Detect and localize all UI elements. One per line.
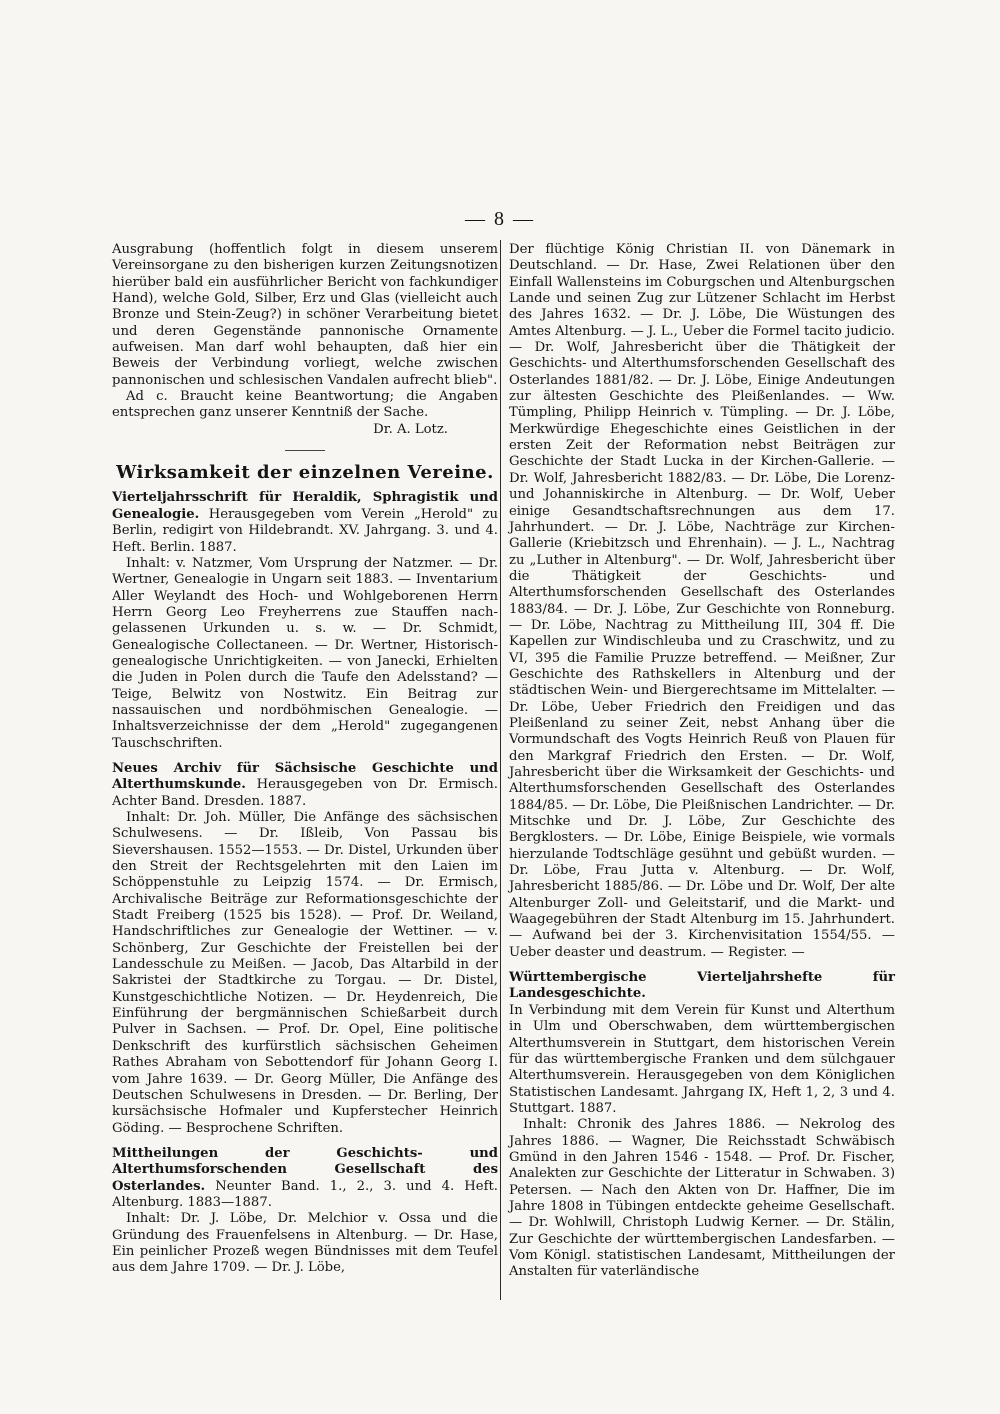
section-rule (285, 450, 325, 451)
entry-osterland (112, 1146, 498, 1277)
right-column (509, 242, 895, 1281)
entry-osterland-text (112, 1146, 498, 1211)
entry-herold-body: Herausgegeben vom Verein „Herold" zu Berlin, redigirt von Hildebrandt. XV. Jahrgang. 3. und 4. Heft. Berlin. 1887. (112, 506, 498, 555)
entry-wuerttemberg-contents: Inhalt: Chronik des Jahres 1886. — Nekrolog des Jahres 1886. — Wagner, Die Reichsstadt Schwäbisch Gmünd in den Jahren 1546 - 1548. — Prof. Dr. Fischer, Analekten zur Geschichte der Litteratur in Schwaben. 3) Petersen. — Nach den Akten von Dr. Haffner, Die im Jahre 1808 in Tübingen entdeckte geheime Gesellschaft. — Dr. Wohlwill, Christoph Ludwig Kerner. — Dr. Stälin, Zur Geschichte der württembergischen Landesfarben. — Vom Königl. statistischen Landesamt, Mittheilungen der Anstalten für vaterländische (509, 1117, 895, 1280)
adc-paragraph: Ad c. Braucht keine Beantwortung; die Angaben entsprechen ganz unserer Kenntniß der Sache. (112, 389, 498, 421)
entry-saechsisch-title: Neues Archiv für Sächsische Geschichte und Alterthumskunde. (112, 760, 498, 793)
entry-saechsisch-contents: Inhalt: Dr. Joh. Müller, Die Anfänge des sächsischen Schulwesens. — Dr. Ißleib, Von Passau bis Sievershausen. 1552—1553. — Dr. Distel, Urkunden über den Streit der Rechtsgelehrten mit den Laien im Schöppenstuhle zu Leipzig 1574. — Dr. Ermisch, Archivalische Beiträge zur Reformationsgeschichte der Stadt Freiberg (1525 bis 1528). — Prof. Dr. Weiland, Handschriftliches zur Genealogie der Wettiner. — v. Schönberg, Zur Geschichte der Freistellen bei der Landesschule zu Meißen. — Jacob, Das Altarbild in der Sakristei der Stadtkirche zu Torgau. — Dr. Distel, Kunstgeschichtliche Notizen. — Dr. Heydenreich, Die Einführung der bergmännischen Schießarbeit durch Pulver in Sachsen. — Prof. Dr. Opel, Eine politische Denkschrift des kurfürstlich sächsischen Geheimen Rathes Abraham von Sebottendorf für Johann Georg I. vom Jahre 1639. — Dr. Georg Müller, Die Anfänge des Deutschen Schulwesens in Dresden. — Dr. Berling, Der kursächsische Hofmaler und Kupferstecher Heinrich Göding. — Besprochene Schriften. (112, 810, 498, 1136)
entry-wuerttemberg (509, 970, 895, 1281)
signature: Dr. A. Lotz. (373, 421, 448, 437)
left-column (112, 242, 498, 1277)
entry-wuerttemberg-title: Württembergische Vierteljahrshefte für Landesgeschichte. (509, 970, 895, 1002)
entry-herold-text (112, 490, 498, 555)
entry-osterland-contents: Inhalt: Dr. J. Löbe, Dr. Melchior v. Ossa und die Gründung des Frauenfelsens in Altenburg. — Dr. Hase, Ein peinlicher Prozeß wegen Bündnisses mit dem Teufel aus dem Jahre 1709. — Dr. J. Löbe, (112, 1211, 498, 1276)
entry-wuerttemberg-body: In Verbindung mit dem Verein für Kunst und Alterthum in Ulm und Oberschwaben, dem württembergischen Alterthumsverein in Stuttgart, dem historischen Verein für das württembergische Franken und dem sülchgauer Alterthumsverein. Herausgegeben von dem Königlichen Statistischen Landesamt. Jahrgang IX, Heft 1, 2, 3 und 4. Stuttgart. 1887. (509, 1002, 895, 1116)
osterland-contents-continued: Der flüchtige König Christian II. von Dänemark in Deutschland. — Dr. Hase, Zwei Relationen über den Einfall Wallensteins im Coburgschen und Altenburgschen Lande und seinen Zug zur Lützener Schlacht im Herbst des Jahres 1632. — Dr. J. Löbe, Die Wüstungen des Amtes Altenburg. — J. L., Ueber die Formel tacito judicio. — Dr. Wolf, Jahresbericht über die Thätigkeit der Geschichts- und Alterthumsforschenden Gesellschaft des Osterlandes 1881/82. — Dr. J. Löbe, Einige Andeutungen zur ältesten Geschichte des Pleißenlandes. — Ww. Tümpling, Philipp Heinrich v. Tümpling. — Dr. J. Löbe, Merkwürdige Ehegeschichte eines Geistlichen in der ersten Zeit der Reformation nebst Beiträgen zur Geschichte der Stadt Lucka in der Kirchen-Gallerie. — Dr. Wolf, Jahresbericht 1882/83. — Dr. Löbe, Die Lorenz- und Johanniskirche in Altenburg. — Dr. Wolf, Ueber einige Gesandtschaftsrechnungen aus dem 17. Jahrhundert. — Dr. J. Löbe, Nachträge zur Kirchen-Gallerie (Kriebitzsch und Ehrenhain). — J. L., Nachtrag zu „Luther in Altenburg". — Dr. Wolf, Jahresbericht über die Thätigkeit der Geschichts- und Alterthumsforschenden Gesellschaft des Osterlandes 1883/84. — Dr. J. Löbe, Zur Geschichte von Ronneburg. — Dr. Löbe, Nachtrag zu Mittheilung III, 304 ff. Die Kapellen zur Windischleuba und zu Craschwitz, und zu VI, 395 die Familie Pruzze betreffend. — Meißner, Zur Geschichte des Rathskellers in Altenburg und der städtischen Wein- und Biergerechtsame im Mittelalter. — Dr. Löbe, Ueber Friedrich den Freidigen und das Pleißenland zu seiner Zeit, nebst Anhang über die Vormundschaft des Vogts Heinrich Reuß von Plauen für den Markgraf Friedrich den Ersten. — Dr. Wolf, Jahresbericht über die Wirksamkeit der Geschichts- und Alterthumsforschenden Gesellschaft des Osterlandes 1884/85. — Dr. Löbe, Die Pleißnischen Landrichter. — Dr. Mitschke und Dr. J. Löbe, Zur Geschichte des Bergklosters. — Dr. Löbe, Einige Beispiele, wie vormals hierzulande Todtschläge gesühnt und gebüßt wurden. — Dr. Löbe, Frau Jutta v. Altenburg. — Dr. Wolf, Jahresbericht 1885/86. — Dr. Löbe und Dr. Wolf, Der alte Altenburger Zoll- und Geleitstarif, und die Markt- und Waagegebühren der Stadt Altenburg im 15. Jahrhundert. — Aufwand bei der 3. Kirchenvisitation 1554/55. — Ueber deaster und deastrum. — Register. — (509, 242, 895, 960)
intro-paragraph: Ausgrabung (hoffentlich folgt in diesem unserem Vereinsorgane zu den bisherigen kurzen Zeitungsnotizen hierüber bald ein ausführlicher Bericht von fachkundiger Hand), welche Gold, Silber, Erz und Glas (vielleicht auch Bronze und Stein-Zeug?) in schöner Verarbeitung bietet und deren Gegenstände pannonische Ornamente aufweisen. Man darf wohl behaupten, daß hier ein Beweis der Verbindung vorliegt, welche zwischen pannonischen und schlesischen Vandalen aufrecht blieb". (112, 242, 498, 388)
entry-osterland-title: Mittheilungen der Geschichts- und Alterthumsforschenden Gesellschaft des Osterlandes. (112, 1145, 498, 1194)
entry-saechsisch-body: Herausgegeben von Dr. Ermisch. Achter Band. Dresden. 1887. (112, 777, 498, 809)
entry-herold-title: Vierteljahrsschrift für Heraldik, Sphragistik und Genealogie. (112, 490, 498, 522)
page-number: — 8 — (465, 208, 535, 230)
entry-herold-contents: Inhalt: v. Natzmer, Vom Ursprung der Natzmer. — Dr. Wertner, Genealogie in Ungarn seit 1883. — Inventarium Aller Weylandt des Hoch- und Wohlgeborenen Herrn Herrn Georg Leo Freyherrens zue Stauffen nach-gelassenen Urkunden u. s. w. — Dr. Schmidt, Genealogische Collectaneen. — Dr. Wertner, Historisch-genealogische Unrichtigkeiten. — von Janecki, Erhielten die Juden in Polen durch die Taufe den Adelsstand? — Teige, Belwitz von Nostwitz. Ein Beitrag zur nassauischen und nordböhmischen Genealogie. — Inhaltsverzeichnisse der dem „Herold" zugegangenen Tauschschriften. (112, 555, 498, 751)
entry-saechsisch (112, 761, 498, 1137)
entry-herold (112, 490, 498, 752)
section-title: Wirksamkeit der einzelnen Vereine. (116, 462, 494, 484)
entry-saechsisch-text (112, 761, 498, 810)
column-divider (500, 240, 501, 1300)
entry-osterland-body: Neunter Band. 1., 2., 3. und 4. Heft. Altenburg. 1883—1887. (112, 1178, 498, 1210)
